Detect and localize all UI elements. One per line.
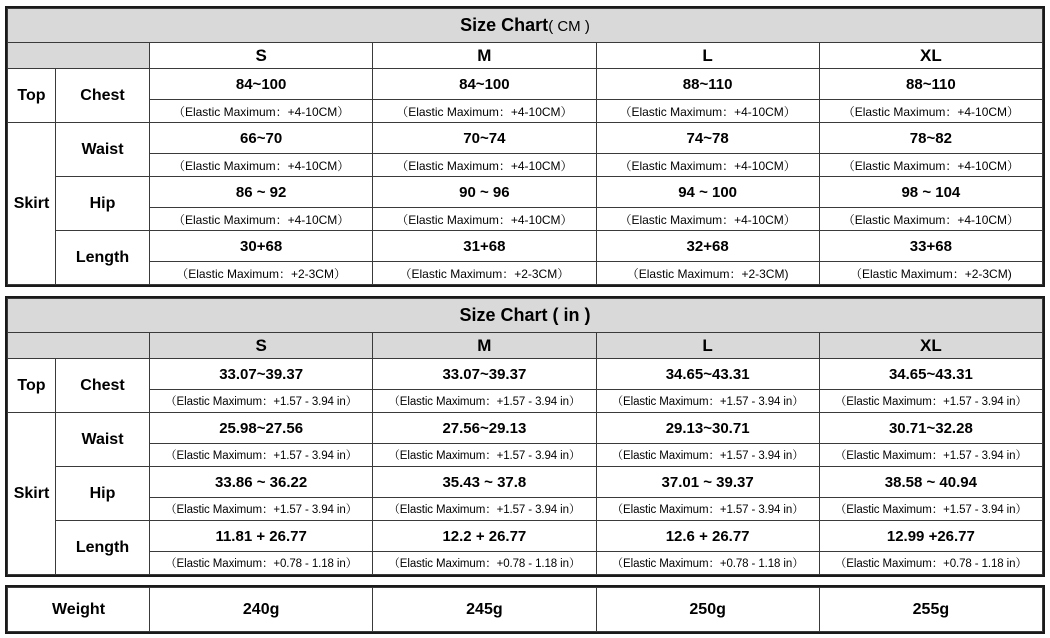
- note-cell: （Elastic Maximum：+1.57 - 3.94 in）: [819, 444, 1042, 467]
- weight-table: [5, 585, 1045, 634]
- value-cell: 27.56~29.13: [373, 413, 596, 444]
- weight-value: 240g: [150, 588, 373, 632]
- value-cell: 90 ~ 96: [373, 177, 596, 208]
- value-cell: 94 ~ 100: [596, 177, 819, 208]
- note-cell: （Elastic Maximum：+1.57 - 3.94 in）: [373, 390, 596, 413]
- size-header: XL: [819, 333, 1042, 359]
- value-cell: 34.65~43.31: [819, 359, 1042, 390]
- value-cell: 88~110: [596, 69, 819, 100]
- note-cell: （Elastic Maximum：+4-10CM）: [373, 208, 596, 231]
- value-cell: 70~74: [373, 123, 596, 154]
- note-cell: （Elastic Maximum：+2-3CM): [596, 262, 819, 285]
- value-cell: 98 ~ 104: [819, 177, 1042, 208]
- note-cell: （Elastic Maximum：+4-10CM）: [150, 208, 373, 231]
- note-cell: （Elastic Maximum：+4-10CM）: [819, 154, 1042, 177]
- group-label-skirt: Skirt: [8, 123, 56, 285]
- value-cell: 11.81 + 26.77: [150, 521, 373, 552]
- note-cell: （Elastic Maximum：+4-10CM）: [819, 100, 1042, 123]
- chart-unit: ( in ): [552, 305, 591, 325]
- note-cell: （Elastic Maximum：+4-10CM）: [596, 100, 819, 123]
- note-cell: （Elastic Maximum：+0.78 - 1.18 in）: [373, 552, 596, 575]
- note-cell: （Elastic Maximum：+1.57 - 3.94 in）: [150, 390, 373, 413]
- size-header: M: [373, 43, 596, 69]
- weight-value: 245g: [373, 588, 596, 632]
- value-cell: 78~82: [819, 123, 1042, 154]
- measure-label: Hip: [56, 177, 150, 231]
- note-cell: （Elastic Maximum：+1.57 - 3.94 in）: [150, 498, 373, 521]
- weight-value: 250g: [596, 588, 819, 632]
- note-cell: （Elastic Maximum：+1.57 - 3.94 in）: [373, 498, 596, 521]
- header-blank: [8, 43, 150, 69]
- note-cell: （Elastic Maximum：+0.78 - 1.18 in）: [819, 552, 1042, 575]
- chart-title-text: Size Chart: [460, 15, 549, 35]
- value-cell: 12.6 + 26.77: [596, 521, 819, 552]
- weight-table-grid: [7, 587, 1043, 632]
- size-header: L: [596, 333, 819, 359]
- value-cell: 74~78: [596, 123, 819, 154]
- value-cell: 37.01 ~ 39.37: [596, 467, 819, 498]
- measure-label: Chest: [56, 69, 150, 123]
- note-cell: （Elastic Maximum：+4-10CM）: [596, 154, 819, 177]
- note-cell: （Elastic Maximum：+4-10CM）: [373, 154, 596, 177]
- value-cell: 33.07~39.37: [373, 359, 596, 390]
- note-cell: （Elastic Maximum：+4-10CM）: [596, 208, 819, 231]
- chart-unit: ( CM ): [548, 18, 590, 35]
- weight-label: Weight: [8, 588, 150, 632]
- note-cell: （Elastic Maximum：+1.57 - 3.94 in）: [596, 498, 819, 521]
- value-cell: 32+68: [596, 231, 819, 262]
- value-cell: 30.71~32.28: [819, 413, 1042, 444]
- note-cell: （Elastic Maximum：+1.57 - 3.94 in）: [150, 444, 373, 467]
- group-label-top: Top: [8, 69, 56, 123]
- value-cell: 33.86 ~ 36.22: [150, 467, 373, 498]
- value-cell: 66~70: [150, 123, 373, 154]
- note-cell: （Elastic Maximum：+1.57 - 3.94 in）: [819, 498, 1042, 521]
- group-label-skirt: Skirt: [8, 413, 56, 575]
- value-cell: 25.98~27.56: [150, 413, 373, 444]
- measure-label: Waist: [56, 413, 150, 467]
- size-header: S: [150, 43, 373, 69]
- value-cell: 88~110: [819, 69, 1042, 100]
- note-cell: （Elastic Maximum：+2-3CM）: [373, 262, 596, 285]
- measure-label: Hip: [56, 467, 150, 521]
- value-cell: 12.99 +26.77: [819, 521, 1042, 552]
- note-cell: （Elastic Maximum：+4-10CM）: [819, 208, 1042, 231]
- size-header: M: [373, 333, 596, 359]
- note-cell: （Elastic Maximum：+1.57 - 3.94 in）: [373, 444, 596, 467]
- note-cell: （Elastic Maximum：+4-10CM）: [150, 100, 373, 123]
- note-cell: （Elastic Maximum：+4-10CM）: [150, 154, 373, 177]
- size-chart-in: [5, 296, 1045, 577]
- weight-value: 255g: [819, 588, 1042, 632]
- chart-title: [8, 9, 1043, 43]
- measure-label: Length: [56, 231, 150, 285]
- measure-label: Waist: [56, 123, 150, 177]
- size-header: XL: [819, 43, 1042, 69]
- size-header: L: [596, 43, 819, 69]
- note-cell: （Elastic Maximum：+0.78 - 1.18 in）: [596, 552, 819, 575]
- note-cell: （Elastic Maximum：+1.57 - 3.94 in）: [819, 390, 1042, 413]
- value-cell: 34.65~43.31: [596, 359, 819, 390]
- value-cell: 29.13~30.71: [596, 413, 819, 444]
- note-cell: （Elastic Maximum：+1.57 - 3.94 in）: [596, 390, 819, 413]
- chart-title: [8, 299, 1043, 333]
- measure-label: Length: [56, 521, 150, 575]
- value-cell: 86 ~ 92: [150, 177, 373, 208]
- value-cell: 84~100: [150, 69, 373, 100]
- value-cell: 33.07~39.37: [150, 359, 373, 390]
- group-label-top: Top: [8, 359, 56, 413]
- chart-title-text: Size Chart: [459, 305, 548, 325]
- size-header: S: [150, 333, 373, 359]
- note-cell: （Elastic Maximum：+2-3CM): [819, 262, 1042, 285]
- value-cell: 31+68: [373, 231, 596, 262]
- value-cell: 12.2 + 26.77: [373, 521, 596, 552]
- value-cell: 84~100: [373, 69, 596, 100]
- size-chart-in-table: [7, 298, 1043, 575]
- note-cell: （Elastic Maximum：+4-10CM）: [373, 100, 596, 123]
- size-chart-cm: [5, 6, 1045, 287]
- note-cell: （Elastic Maximum：+0.78 - 1.18 in）: [150, 552, 373, 575]
- note-cell: （Elastic Maximum：+1.57 - 3.94 in）: [596, 444, 819, 467]
- value-cell: 33+68: [819, 231, 1042, 262]
- value-cell: 35.43 ~ 37.8: [373, 467, 596, 498]
- note-cell: （Elastic Maximum：+2-3CM）: [150, 262, 373, 285]
- measure-label: Chest: [56, 359, 150, 413]
- value-cell: 30+68: [150, 231, 373, 262]
- value-cell: 38.58 ~ 40.94: [819, 467, 1042, 498]
- header-blank: [8, 333, 150, 359]
- size-chart-cm-table: [7, 8, 1043, 285]
